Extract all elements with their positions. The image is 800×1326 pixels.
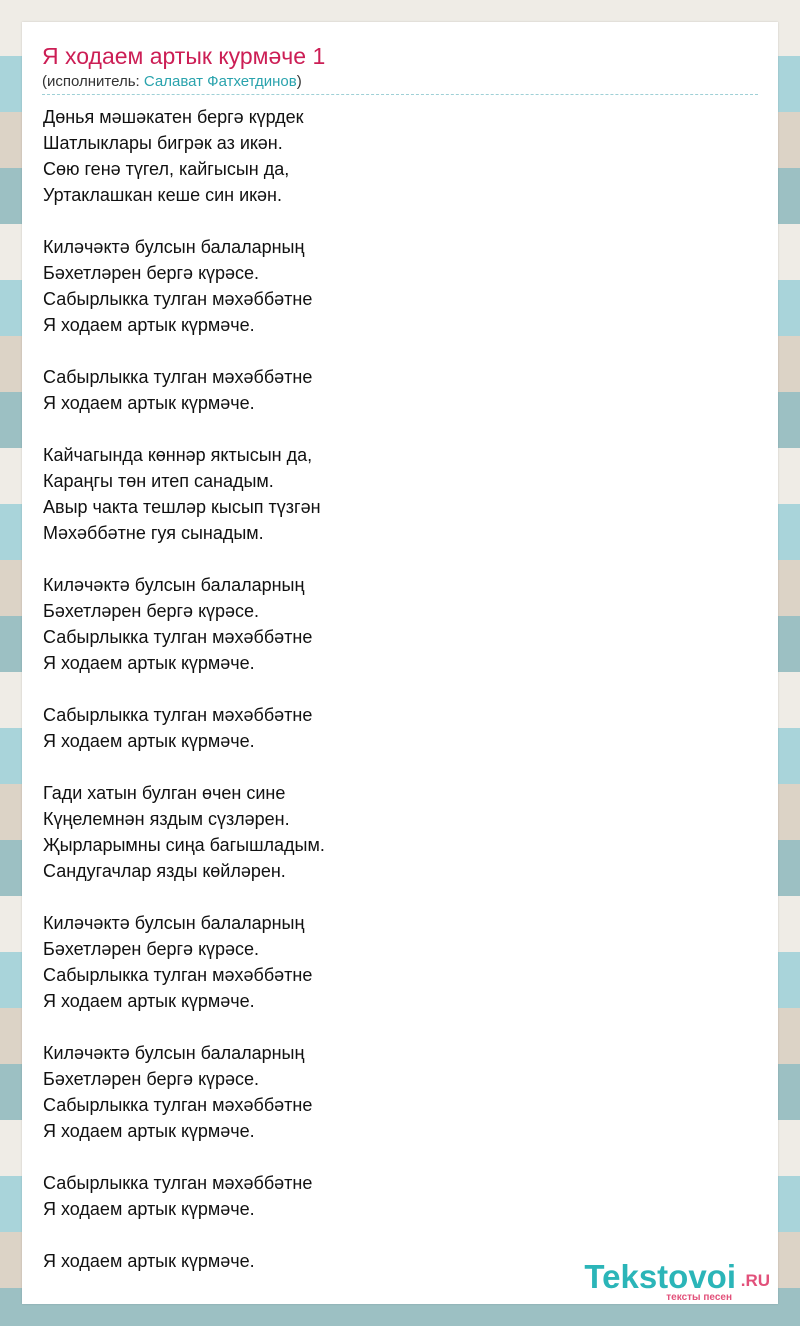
- lyrics-stanza: [43, 104, 758, 208]
- brand-tld: .RU: [740, 1271, 770, 1290]
- lyrics-line: Сабырлыкка тулган мәхәббәтне: [43, 367, 313, 387]
- lyrics-line: Бәхетләрен бергә күрәсе.: [43, 939, 259, 959]
- lyrics-line: Сабырлыкка тулган мәхәббәтне: [43, 1173, 313, 1193]
- lyrics-line: Җырларымны сиңа багышладым.: [43, 835, 325, 855]
- lyrics-stanza: [43, 234, 758, 338]
- tekstovoi-logo[interactable]: [560, 1258, 770, 1304]
- lyrics-line: Сөю генә түгел, кайгысын да,: [43, 159, 290, 179]
- lyrics-line: Гади хатын булган өчен сине: [43, 783, 286, 803]
- artist-prefix: (исполнитель:: [42, 73, 144, 90]
- lyrics-line: Я ходаем артык күрмәче.: [43, 1121, 255, 1141]
- brand-tagline: тексты песен: [666, 1292, 732, 1303]
- lyrics-line: Я ходаем артык күрмәче.: [43, 731, 255, 751]
- lyrics-line: Кайчагында көннәр яктысын да,: [43, 445, 313, 465]
- lyrics-stanza: [43, 442, 758, 546]
- lyrics-stanza: [43, 780, 758, 884]
- lyrics-stanza: [43, 702, 758, 754]
- artist-line: [42, 73, 302, 90]
- lyrics-line: Киләчәктә булсын балаларның: [43, 237, 305, 257]
- lyrics-stanza: [43, 572, 758, 676]
- title-divider: [42, 94, 758, 95]
- lyrics-line: Бәхетләрен бергә күрәсе.: [43, 263, 259, 283]
- lyrics-line: Сабырлыкка тулган мәхәббәтне: [43, 1095, 313, 1115]
- lyrics-line: Дөнья мәшәкатен бергә күрдек: [43, 107, 304, 127]
- song-title: Я ходаем артык курмәче 1: [42, 43, 326, 69]
- lyrics-line: Я ходаем артык күрмәче.: [43, 1199, 255, 1219]
- lyrics-stanza: [43, 1170, 758, 1222]
- lyrics-line: Сабырлыкка тулган мәхәббәтне: [43, 705, 313, 725]
- lyrics-stanza: [43, 910, 758, 1014]
- artist-suffix: ): [296, 73, 302, 90]
- lyrics-body: [43, 104, 758, 1300]
- lyrics-line: Я ходаем артык күрмәче.: [43, 393, 255, 413]
- lyrics-line: Сабырлыкка тулган мәхәббәтне: [43, 965, 313, 985]
- lyrics-card: [22, 22, 778, 1304]
- lyrics-line: Уртаклашкан кеше син икән.: [43, 185, 282, 205]
- lyrics-line: Бәхетләрен бергә күрәсе.: [43, 1069, 259, 1089]
- lyrics-line: Я ходаем артык күрмәче.: [43, 1251, 255, 1271]
- lyrics-stanza: [43, 1040, 758, 1144]
- lyrics-stanza: [43, 364, 758, 416]
- lyrics-line: Сабырлыкка тулган мәхәббәтне: [43, 289, 313, 309]
- lyrics-line: Я ходаем артык күрмәче.: [43, 315, 255, 335]
- lyrics-line: Күңелемнән яздым сүзләрен.: [43, 809, 290, 829]
- lyrics-line: Авыр чакта тешләр кысып түзгән: [43, 497, 321, 517]
- lyrics-line: Я ходаем артык күрмәче.: [43, 991, 255, 1011]
- lyrics-line: Я ходаем артык күрмәче.: [43, 653, 255, 673]
- lyrics-line: Шатлыклары бигрәк аз икән.: [43, 133, 283, 153]
- lyrics-line: Караңгы төн итеп санадым.: [43, 471, 274, 491]
- lyrics-line: Сандугачлар язды көйләрен.: [43, 861, 286, 881]
- lyrics-line: Киләчәктә булсын балаларның: [43, 575, 305, 595]
- artist-link[interactable]: Салават Фатхетдинов: [143, 73, 297, 90]
- lyrics-line: Сабырлыкка тулган мәхәббәтне: [43, 627, 313, 647]
- lyrics-line: Киләчәктә булсын балаларның: [43, 1043, 305, 1063]
- lyrics-line: Мәхәббәтне гуя сынадым.: [43, 523, 264, 543]
- lyrics-line: Бәхетләрен бергә күрәсе.: [43, 601, 259, 621]
- brand-name: Tekstovoi: [584, 1258, 736, 1295]
- lyrics-line: Киләчәктә булсын балаларның: [43, 913, 305, 933]
